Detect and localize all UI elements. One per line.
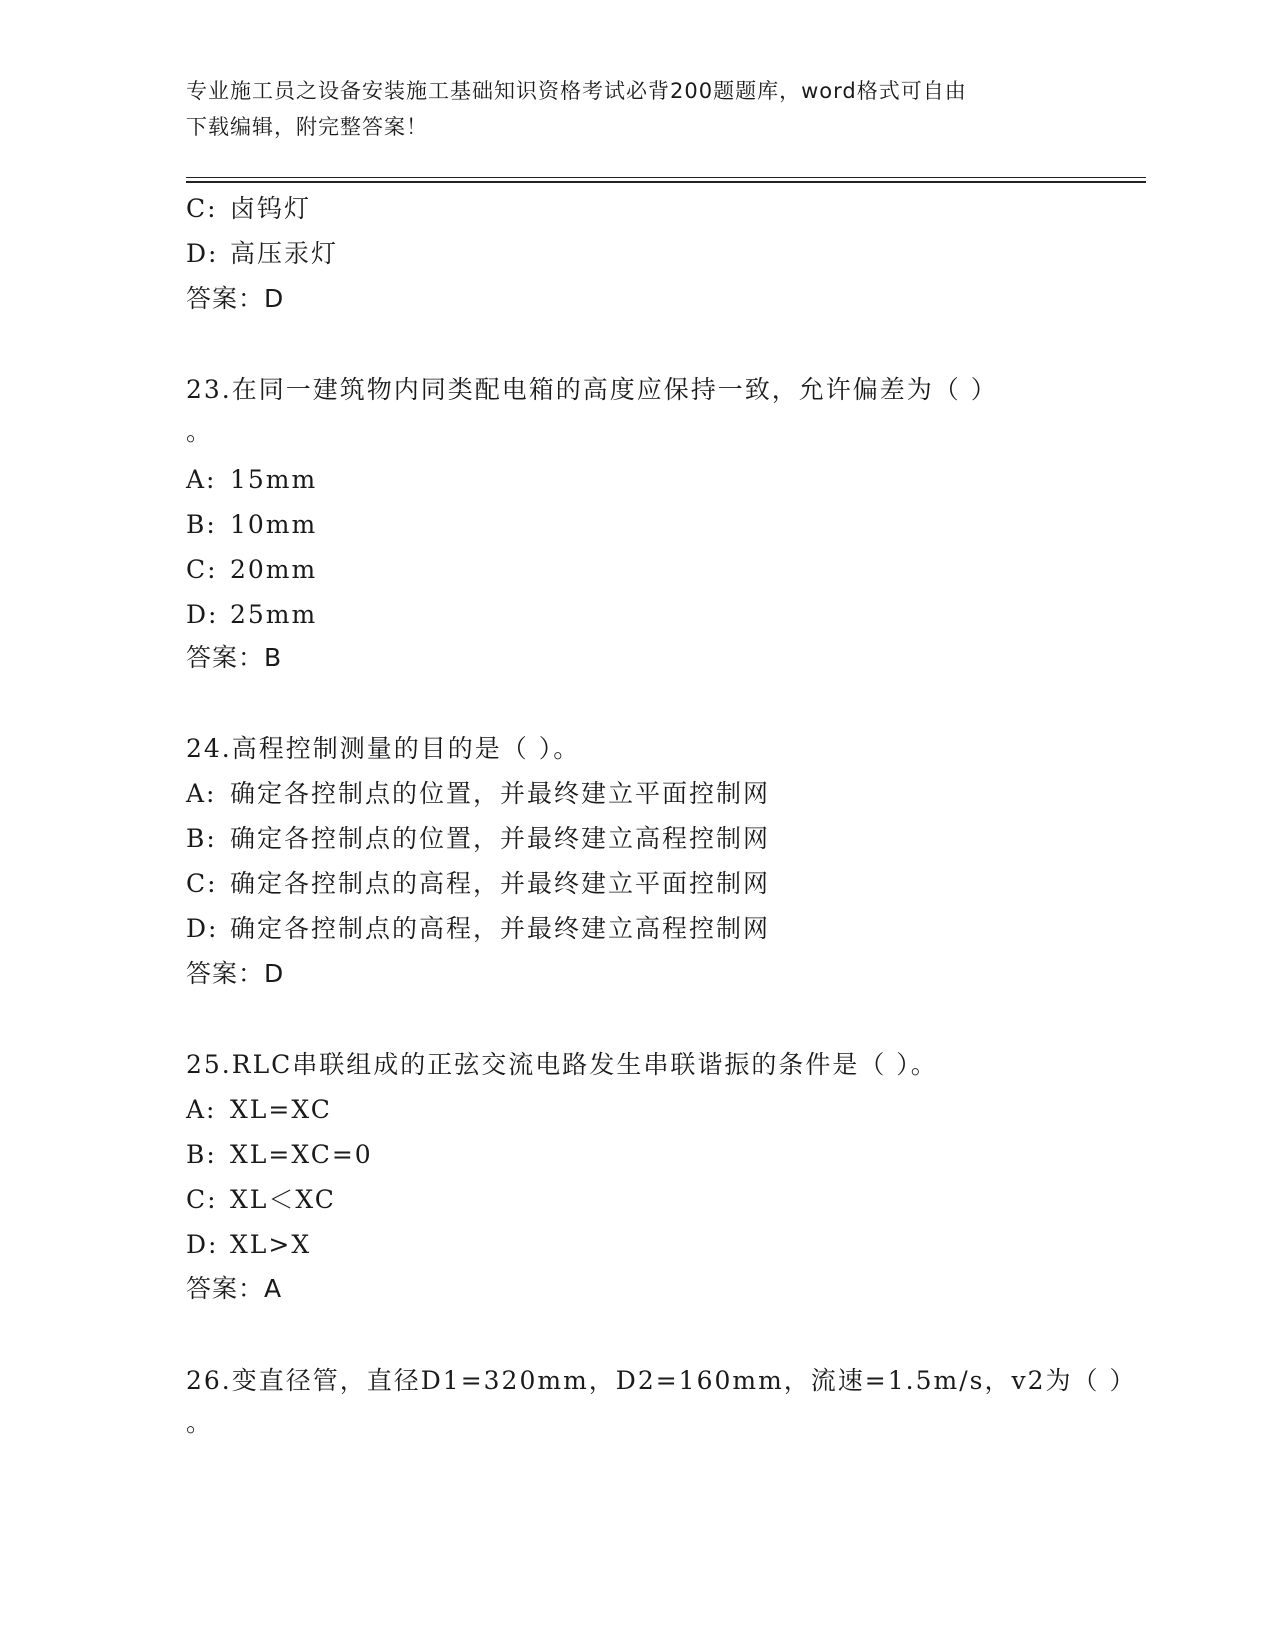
option-letter: A:: [186, 465, 217, 494]
option-letter: A:: [186, 1095, 217, 1124]
q23-answer: 答案：B: [186, 643, 283, 672]
q23-stem-continuation: 。: [186, 417, 214, 446]
option-letter: A:: [186, 779, 217, 808]
q25-stem: 25.RLC串联组成的正弦交流电路发生串联谐振的条件是（ ）。: [186, 1050, 938, 1079]
option-letter: B:: [186, 1140, 217, 1169]
option-text: XL=XC=0: [230, 1140, 373, 1169]
q24-option-b: [186, 824, 770, 854]
q24-option-d: [186, 914, 770, 944]
option-letter: C:: [186, 194, 218, 223]
document-header: [186, 73, 1066, 145]
q23-option-d: [186, 600, 317, 630]
q22-answer: 答案：D: [186, 284, 285, 313]
header-divider-thin: [186, 177, 1146, 178]
q23-option-b: [186, 510, 317, 540]
option-letter: C:: [186, 1185, 218, 1214]
q25-option-b: [186, 1140, 373, 1170]
header-divider-thick: [186, 181, 1146, 183]
option-letter: B:: [186, 824, 217, 853]
option-text: 确定各控制点的位置，并最终建立高程控制网: [230, 824, 771, 853]
q23-stem: 23.在同一建筑物内同类配电箱的高度应保持一致，允许偏差为（ ）: [186, 375, 998, 404]
option-letter: C:: [186, 555, 218, 584]
option-text: 高压汞灯: [230, 239, 339, 268]
option-text: XL>X: [230, 1230, 312, 1259]
option-letter: C:: [186, 869, 218, 898]
q24-answer: 答案：D: [186, 959, 285, 988]
q22-option-c: [186, 194, 311, 224]
option-text: 15mm: [230, 465, 318, 494]
q25-answer: 答案：A: [186, 1274, 283, 1303]
q23-option-a: [186, 465, 317, 495]
option-text: 确定各控制点的高程，并最终建立平面控制网: [230, 869, 771, 898]
option-letter: D:: [186, 239, 219, 268]
option-letter: D:: [186, 914, 219, 943]
q24-option-a: [186, 779, 770, 809]
q22-option-d: [186, 239, 338, 269]
q25-option-c: [186, 1185, 336, 1215]
option-text: 20mm: [230, 555, 318, 584]
option-text: 确定各控制点的位置，并最终建立平面控制网: [230, 779, 771, 808]
q25-option-d: [186, 1230, 311, 1260]
option-letter: D:: [186, 600, 219, 629]
option-letter: D:: [186, 1230, 219, 1259]
header-title-line-1: 专业施工员之设备安装施工基础知识资格考试必背200题题库，word格式可自由: [186, 79, 967, 103]
option-text: XL＜XC: [230, 1185, 336, 1214]
q26-stem-continuation: 。: [186, 1408, 214, 1437]
option-text: 确定各控制点的高程，并最终建立高程控制网: [230, 914, 771, 943]
option-text: 25mm: [230, 600, 318, 629]
q25-option-a: [186, 1095, 332, 1125]
q26-stem: 26.变直径管，直径D1=320mm，D2=160mm，流速=1.5m/s，v2为（ ）: [186, 1366, 1137, 1395]
option-letter: B:: [186, 510, 217, 539]
q24-stem: 24.高程控制测量的目的是（ ）。: [186, 734, 581, 763]
q23-option-c: [186, 555, 317, 585]
q24-option-c: [186, 869, 770, 899]
header-title-line-2: 下载编辑，附完整答案！: [186, 115, 428, 139]
option-text: XL=XC: [230, 1095, 332, 1124]
option-text: 10mm: [230, 510, 318, 539]
option-text: 卤钨灯: [230, 194, 312, 223]
